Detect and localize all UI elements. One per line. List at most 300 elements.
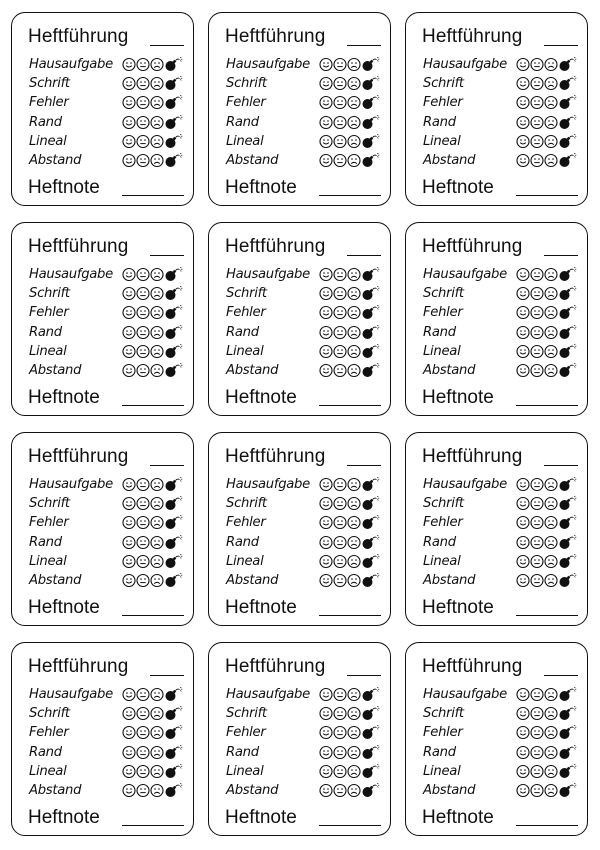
criterion-row-schrift (226, 284, 386, 303)
smile-face-icon (123, 154, 135, 166)
grade-blank-line (122, 195, 184, 196)
rating-icons (319, 267, 381, 282)
rating-icons (319, 305, 381, 320)
card-title: Heftführung (28, 446, 129, 467)
smile-face-icon (517, 555, 529, 567)
frown-face-icon (151, 536, 163, 548)
grade-label: Heftnote (422, 807, 494, 828)
smile-face-icon (320, 517, 332, 529)
bomb-icon (363, 134, 380, 148)
title-blank-line (150, 465, 184, 466)
bomb-icon (560, 286, 577, 300)
criterion-row-rand (226, 113, 386, 132)
frown-face-icon (151, 689, 163, 701)
smile-face-icon (517, 288, 529, 300)
smile-face-icon (517, 59, 529, 71)
neutral-face-icon (137, 97, 149, 109)
bomb-icon (560, 783, 577, 797)
criterion-row-hausaufgabe (29, 265, 189, 284)
criterion-row-rand (29, 113, 189, 132)
bomb-icon (560, 363, 577, 377)
criterion-label: Rand (423, 324, 456, 340)
grade-label: Heftnote (422, 177, 494, 198)
neutral-face-icon (137, 135, 149, 147)
smile-face-icon (517, 345, 529, 357)
smile-face-icon (517, 307, 529, 319)
bomb-icon (166, 477, 183, 491)
criterion-label: Rand (226, 744, 259, 760)
criterion-label: Schrift (29, 496, 70, 512)
rating-icons (516, 153, 578, 168)
grade-label: Heftnote (28, 807, 100, 828)
title-blank-line (150, 45, 184, 46)
neutral-face-icon (531, 689, 543, 701)
criterion-row-fehler (226, 93, 386, 112)
criterion-label: Lineal (423, 343, 461, 359)
smile-face-icon (320, 326, 332, 338)
smile-face-icon (123, 746, 135, 758)
smile-face-icon (123, 517, 135, 529)
bomb-icon (363, 783, 380, 797)
rating-icons (516, 76, 578, 91)
smile-face-icon (123, 555, 135, 567)
smile-face-icon (123, 269, 135, 281)
bomb-icon (363, 477, 380, 491)
bomb-icon (560, 687, 577, 701)
bomb-icon (363, 515, 380, 529)
smile-face-icon (320, 154, 332, 166)
rating-icons (516, 305, 578, 320)
criterion-row-fehler (423, 723, 583, 742)
criterion-label: Abstand (423, 782, 476, 798)
criterion-label: Lineal (423, 553, 461, 569)
criterion-label: Hausaufgabe (423, 477, 507, 492)
rating-icons (122, 515, 184, 530)
smile-face-icon (320, 78, 332, 90)
criterion-label: Abstand (423, 362, 476, 378)
criterion-label: Schrift (226, 496, 267, 512)
frown-face-icon (151, 59, 163, 71)
neutral-face-icon (334, 708, 346, 720)
bomb-icon (166, 57, 183, 71)
neutral-face-icon (334, 689, 346, 701)
criterion-label: Fehler (226, 725, 266, 741)
neutral-face-icon (531, 479, 543, 491)
smile-face-icon (517, 517, 529, 529)
frown-face-icon (348, 288, 360, 300)
neutral-face-icon (531, 288, 543, 300)
smile-face-icon (123, 784, 135, 796)
bomb-icon (560, 764, 577, 778)
smile-face-icon (123, 689, 135, 701)
smile-face-icon (123, 708, 135, 720)
criterion-row-fehler (29, 93, 189, 112)
smile-face-icon (320, 479, 332, 491)
criterion-row-lineal (423, 342, 583, 361)
smile-face-icon (517, 784, 529, 796)
frown-face-icon (348, 364, 360, 376)
frown-face-icon (348, 574, 360, 586)
neutral-face-icon (137, 364, 149, 376)
criterion-label: Rand (29, 114, 62, 130)
criterion-label: Abstand (226, 152, 279, 168)
criterion-label: Fehler (29, 725, 69, 741)
neutral-face-icon (531, 727, 543, 739)
neutral-face-icon (334, 288, 346, 300)
neutral-face-icon (137, 59, 149, 71)
notebook-grade-card (405, 642, 588, 836)
bomb-icon (363, 153, 380, 167)
bomb-icon (560, 325, 577, 339)
rating-icons (319, 745, 381, 760)
neutral-face-icon (531, 269, 543, 281)
neutral-face-icon (334, 269, 346, 281)
criteria-list (226, 685, 386, 800)
neutral-face-icon (531, 78, 543, 90)
criterion-row-abstand (29, 151, 189, 170)
bomb-icon (166, 305, 183, 319)
criterion-label: Abstand (226, 782, 279, 798)
smile-face-icon (320, 307, 332, 319)
smile-face-icon (123, 78, 135, 90)
criterion-label: Lineal (29, 343, 67, 359)
bomb-icon (560, 57, 577, 71)
bomb-icon (363, 57, 380, 71)
criterion-row-lineal (29, 762, 189, 781)
criterion-label: Abstand (226, 572, 279, 588)
criterion-row-abstand (226, 151, 386, 170)
bomb-icon (363, 344, 380, 358)
rating-icons (122, 325, 184, 340)
smile-face-icon (123, 116, 135, 128)
criterion-row-fehler (29, 303, 189, 322)
rating-icons (319, 286, 381, 301)
criterion-label: Schrift (29, 706, 70, 722)
bomb-icon (363, 573, 380, 587)
card-title: Heftführung (28, 26, 129, 47)
criterion-row-abstand (226, 571, 386, 590)
criterion-label: Fehler (226, 305, 266, 321)
neutral-face-icon (137, 708, 149, 720)
neutral-face-icon (334, 59, 346, 71)
bomb-icon (560, 134, 577, 148)
card-title: Heftführung (225, 446, 326, 467)
criterion-row-fehler (29, 513, 189, 532)
smile-face-icon (320, 135, 332, 147)
frown-face-icon (545, 116, 557, 128)
frown-face-icon (348, 517, 360, 529)
frown-face-icon (151, 135, 163, 147)
neutral-face-icon (334, 345, 346, 357)
criterion-label: Schrift (226, 286, 267, 302)
frown-face-icon (151, 746, 163, 758)
rating-icons (516, 764, 578, 779)
smile-face-icon (320, 727, 332, 739)
neutral-face-icon (137, 326, 149, 338)
criterion-row-abstand (423, 571, 583, 590)
rating-icons (122, 725, 184, 740)
bomb-icon (166, 134, 183, 148)
smile-face-icon (123, 97, 135, 109)
bomb-icon (166, 554, 183, 568)
criterion-row-hausaufgabe (29, 685, 189, 704)
rating-icons (319, 535, 381, 550)
rating-icons (122, 76, 184, 91)
criterion-row-rand (423, 113, 583, 132)
frown-face-icon (151, 345, 163, 357)
frown-face-icon (545, 288, 557, 300)
criterion-label: Hausaufgabe (29, 267, 113, 282)
criterion-row-hausaufgabe (423, 685, 583, 704)
smile-face-icon (517, 727, 529, 739)
grade-label: Heftnote (28, 387, 100, 408)
rating-icons (516, 515, 578, 530)
neutral-face-icon (531, 326, 543, 338)
criterion-label: Lineal (29, 133, 67, 149)
criterion-row-schrift (29, 284, 189, 303)
criterion-label: Schrift (226, 76, 267, 92)
criterion-label: Fehler (226, 95, 266, 111)
frown-face-icon (545, 746, 557, 758)
bomb-icon (166, 725, 183, 739)
bomb-icon (166, 76, 183, 90)
frown-face-icon (348, 708, 360, 720)
neutral-face-icon (137, 727, 149, 739)
bomb-icon (560, 515, 577, 529)
rating-icons (319, 115, 381, 130)
smile-face-icon (517, 269, 529, 281)
bomb-icon (560, 573, 577, 587)
card-title: Heftführung (225, 656, 326, 677)
criterion-row-fehler (226, 303, 386, 322)
criterion-label: Fehler (423, 305, 463, 321)
bomb-icon (166, 496, 183, 510)
rating-icons (516, 134, 578, 149)
frown-face-icon (348, 116, 360, 128)
criterion-label: Lineal (423, 133, 461, 149)
neutral-face-icon (334, 97, 346, 109)
neutral-face-icon (137, 154, 149, 166)
criterion-row-abstand (29, 361, 189, 380)
smile-face-icon (517, 708, 529, 720)
neutral-face-icon (531, 517, 543, 529)
bomb-icon (560, 477, 577, 491)
bomb-icon (166, 325, 183, 339)
neutral-face-icon (531, 498, 543, 510)
smile-face-icon (123, 498, 135, 510)
frown-face-icon (545, 479, 557, 491)
frown-face-icon (348, 326, 360, 338)
criterion-row-rand (29, 323, 189, 342)
smile-face-icon (123, 326, 135, 338)
rating-icons (122, 554, 184, 569)
criterion-row-schrift (423, 494, 583, 513)
frown-face-icon (545, 689, 557, 701)
frown-face-icon (545, 555, 557, 567)
criterion-label: Rand (423, 534, 456, 550)
bomb-icon (560, 535, 577, 549)
title-blank-line (544, 675, 578, 676)
criterion-label: Schrift (29, 286, 70, 302)
criterion-label: Rand (29, 324, 62, 340)
smile-face-icon (123, 574, 135, 586)
smile-face-icon (517, 479, 529, 491)
rating-icons (122, 134, 184, 149)
rating-icons (319, 725, 381, 740)
frown-face-icon (545, 97, 557, 109)
criterion-label: Fehler (29, 305, 69, 321)
bomb-icon (166, 95, 183, 109)
criterion-row-schrift (226, 74, 386, 93)
smile-face-icon (123, 479, 135, 491)
neutral-face-icon (137, 479, 149, 491)
rating-icons (122, 363, 184, 378)
frown-face-icon (151, 364, 163, 376)
criterion-row-rand (29, 743, 189, 762)
criterion-row-fehler (423, 303, 583, 322)
rating-icons (319, 554, 381, 569)
rating-icons (319, 95, 381, 110)
smile-face-icon (517, 97, 529, 109)
neutral-face-icon (137, 269, 149, 281)
rating-icons (122, 706, 184, 721)
grade-label: Heftnote (28, 177, 100, 198)
neutral-face-icon (137, 765, 149, 777)
criterion-row-abstand (423, 361, 583, 380)
frown-face-icon (151, 269, 163, 281)
criterion-label: Schrift (423, 286, 464, 302)
criterion-row-hausaufgabe (423, 475, 583, 494)
neutral-face-icon (334, 727, 346, 739)
bomb-icon (363, 745, 380, 759)
rating-icons (319, 764, 381, 779)
neutral-face-icon (531, 59, 543, 71)
frown-face-icon (348, 479, 360, 491)
criterion-row-abstand (29, 571, 189, 590)
grade-blank-line (122, 825, 184, 826)
criteria-list (226, 475, 386, 590)
criterion-label: Abstand (423, 572, 476, 588)
bomb-icon (560, 76, 577, 90)
frown-face-icon (545, 326, 557, 338)
criterion-row-schrift (29, 74, 189, 93)
criterion-label: Fehler (29, 515, 69, 531)
bomb-icon (560, 725, 577, 739)
smile-face-icon (320, 116, 332, 128)
bomb-icon (363, 554, 380, 568)
smile-face-icon (320, 765, 332, 777)
criterion-row-schrift (423, 284, 583, 303)
notebook-grade-card (208, 222, 391, 416)
criterion-row-hausaufgabe (423, 55, 583, 74)
neutral-face-icon (531, 364, 543, 376)
smile-face-icon (517, 574, 529, 586)
neutral-face-icon (334, 765, 346, 777)
rating-icons (319, 344, 381, 359)
rating-icons (319, 573, 381, 588)
grade-label: Heftnote (225, 387, 297, 408)
smile-face-icon (123, 307, 135, 319)
criterion-row-abstand (226, 361, 386, 380)
criterion-label: Rand (29, 744, 62, 760)
criterion-label: Lineal (423, 763, 461, 779)
smile-face-icon (517, 154, 529, 166)
bomb-icon (363, 325, 380, 339)
smile-face-icon (320, 269, 332, 281)
rating-icons (122, 783, 184, 798)
frown-face-icon (545, 78, 557, 90)
smile-face-icon (320, 536, 332, 548)
bomb-icon (560, 95, 577, 109)
rating-icons (122, 764, 184, 779)
rating-icons (516, 95, 578, 110)
criteria-list (423, 475, 583, 590)
grade-label: Heftnote (225, 597, 297, 618)
neutral-face-icon (137, 784, 149, 796)
bomb-icon (560, 496, 577, 510)
title-blank-line (544, 465, 578, 466)
grade-label: Heftnote (28, 597, 100, 618)
neutral-face-icon (137, 574, 149, 586)
notebook-grade-card (208, 642, 391, 836)
notebook-grade-card (405, 432, 588, 626)
frown-face-icon (348, 746, 360, 758)
frown-face-icon (348, 498, 360, 510)
rating-icons (122, 153, 184, 168)
bomb-icon (166, 535, 183, 549)
rating-icons (122, 573, 184, 588)
notebook-grade-card (208, 12, 391, 206)
rating-icons (319, 134, 381, 149)
notebook-grade-card (11, 642, 194, 836)
rating-icons (516, 573, 578, 588)
grade-label: Heftnote (225, 177, 297, 198)
neutral-face-icon (137, 288, 149, 300)
bomb-icon (166, 687, 183, 701)
smile-face-icon (123, 59, 135, 71)
criterion-label: Lineal (29, 763, 67, 779)
smile-face-icon (123, 536, 135, 548)
neutral-face-icon (531, 97, 543, 109)
smile-face-icon (320, 288, 332, 300)
frown-face-icon (348, 555, 360, 567)
criterion-row-rand (423, 533, 583, 552)
criterion-label: Abstand (423, 152, 476, 168)
rating-icons (516, 706, 578, 721)
bomb-icon (166, 745, 183, 759)
neutral-face-icon (334, 326, 346, 338)
frown-face-icon (545, 765, 557, 777)
rating-icons (516, 363, 578, 378)
frown-face-icon (348, 59, 360, 71)
title-blank-line (347, 675, 381, 676)
criteria-list (423, 265, 583, 380)
frown-face-icon (151, 479, 163, 491)
neutral-face-icon (334, 746, 346, 758)
bomb-icon (363, 305, 380, 319)
neutral-face-icon (137, 746, 149, 758)
neutral-face-icon (531, 765, 543, 777)
neutral-face-icon (334, 364, 346, 376)
bomb-icon (166, 286, 183, 300)
criterion-label: Fehler (29, 95, 69, 111)
rating-icons (122, 286, 184, 301)
criterion-label: Lineal (226, 343, 264, 359)
criterion-row-fehler (423, 93, 583, 112)
criterion-row-rand (226, 323, 386, 342)
title-blank-line (347, 465, 381, 466)
grade-label: Heftnote (422, 597, 494, 618)
